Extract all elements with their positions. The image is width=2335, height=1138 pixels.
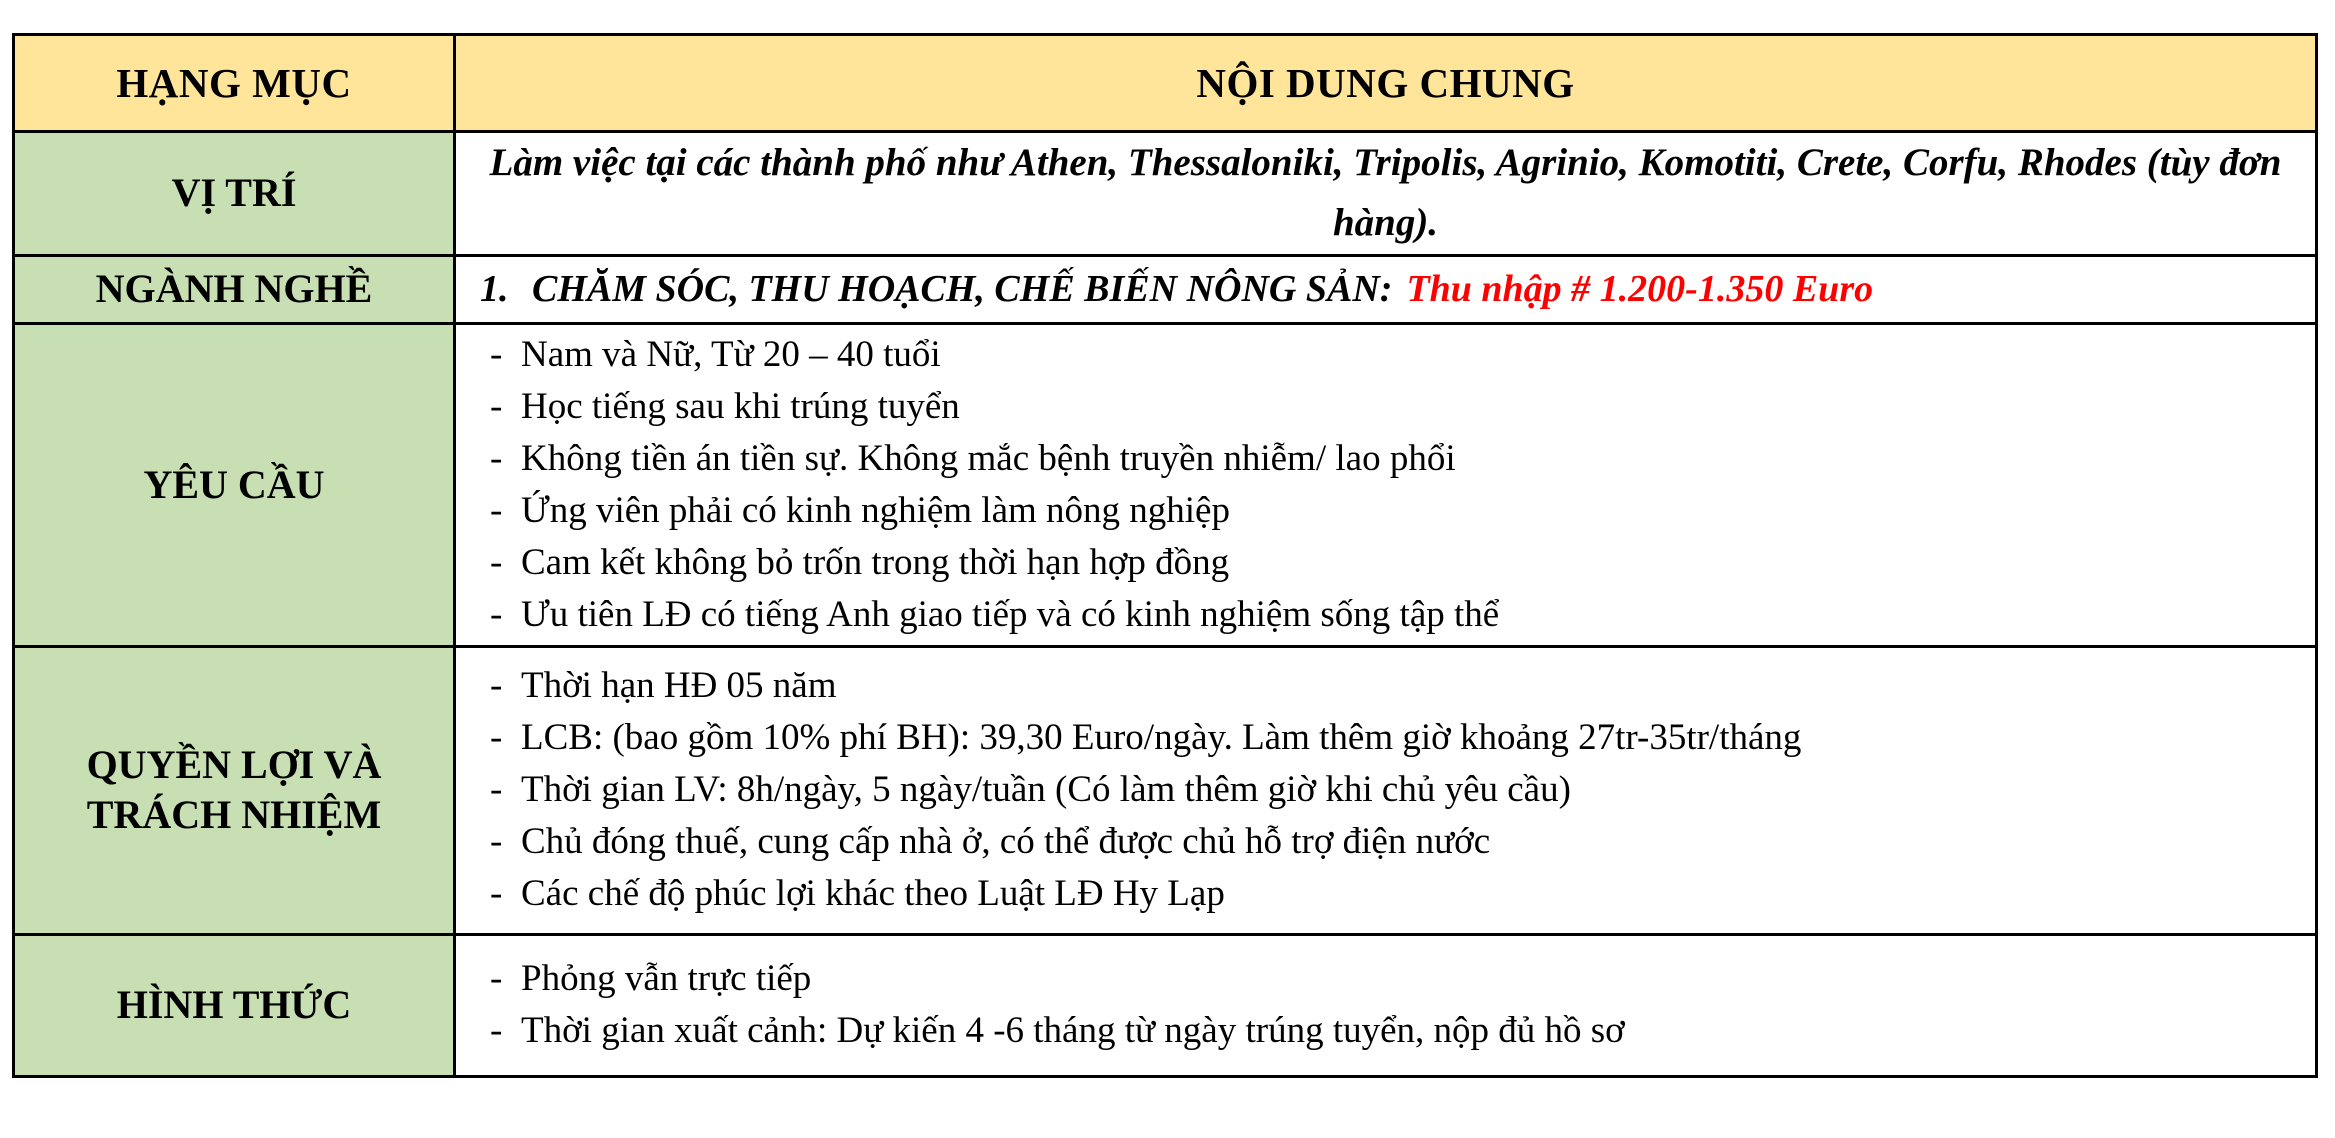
bullet-dash-marker: - bbox=[490, 333, 503, 375]
quyen-loi-bullet-list bbox=[456, 656, 2315, 924]
income-highlight-text: Thu nhập # 1.200-1.350 Euro bbox=[1406, 268, 1874, 311]
bullet-text: Ưu tiên LĐ có tiếng Anh giao tiếp và có kinh nghiệm sống tập thể bbox=[521, 593, 1500, 635]
vi-tri-text: Làm việc tại các thành phố như Athen, Thessaloniki, Tripolis, Agrinio, Komotiti, Crete, Corfu, Rhodes (tùy đơn hàng). bbox=[489, 141, 2282, 245]
row-yeu-cau bbox=[14, 323, 2317, 646]
bullet-item bbox=[490, 816, 2299, 868]
bullet-dash-marker: - bbox=[490, 385, 503, 427]
bullet-item bbox=[490, 329, 2299, 381]
cell-vi-tri-content bbox=[455, 132, 2317, 256]
bullet-item bbox=[490, 712, 2299, 764]
header-category: HẠNG MỤC bbox=[14, 35, 455, 132]
bullet-dash-marker: - bbox=[490, 821, 503, 863]
job-info-table bbox=[12, 33, 2318, 1078]
label-quyen-loi: QUYỀN LỢI VÀ TRÁCH NHIỆM bbox=[14, 646, 455, 934]
bullet-item bbox=[490, 660, 2299, 712]
label-hinh-thuc: HÌNH THỨC bbox=[14, 934, 455, 1076]
bullet-item bbox=[490, 485, 2299, 537]
row-nganh-nghe bbox=[14, 255, 2317, 323]
bullet-dash-marker: - bbox=[490, 717, 503, 759]
row-hinh-thuc bbox=[14, 934, 2317, 1076]
bullet-item bbox=[490, 953, 2299, 1005]
bullet-item bbox=[490, 868, 2299, 920]
bullet-text: Nam và Nữ, Từ 20 – 40 tuổi bbox=[521, 333, 941, 375]
bullet-text: Chủ đóng thuế, cung cấp nhà ở, có thể được chủ hỗ trợ điện nước bbox=[521, 821, 1491, 863]
bullet-text: Thời gian xuất cảnh: Dự kiến 4 -6 tháng từ ngày trúng tuyển, nộp đủ hồ sơ bbox=[521, 1010, 1625, 1052]
bullet-dash-marker: - bbox=[490, 873, 503, 915]
list-number: 1. bbox=[480, 268, 509, 311]
bullet-item bbox=[490, 764, 2299, 816]
hinh-thuc-bullet-list bbox=[456, 949, 2315, 1061]
bullet-text: Không tiền án tiền sự. Không mắc bệnh truyền nhiễm/ lao phổi bbox=[521, 437, 1456, 479]
bullet-dash-marker: - bbox=[490, 437, 503, 479]
bullet-text: Các chế độ phúc lợi khác theo Luật LĐ Hy Lạp bbox=[521, 873, 1225, 915]
header-general-content: NỘI DUNG CHUNG bbox=[455, 35, 2317, 132]
bullet-dash-marker: - bbox=[490, 958, 503, 1000]
bullet-text: Học tiếng sau khi trúng tuyển bbox=[521, 385, 960, 427]
cell-hinh-thuc-content bbox=[455, 934, 2317, 1076]
bullet-text: Cam kết không bỏ trốn trong thời hạn hợp đồng bbox=[521, 541, 1230, 583]
bullet-dash-marker: - bbox=[490, 769, 503, 811]
label-nganh-nghe: NGÀNH NGHỀ bbox=[14, 255, 455, 323]
cell-nganh-nghe-content bbox=[455, 255, 2317, 323]
bullet-text: Ứng viên phải có kinh nghiệm làm nông nghiệp bbox=[521, 489, 1230, 531]
cell-quyen-loi-content bbox=[455, 646, 2317, 934]
nganh-nghe-line bbox=[456, 267, 2315, 311]
bullet-text: Phỏng vẫn trực tiếp bbox=[521, 958, 812, 1000]
bullet-item bbox=[490, 381, 2299, 433]
bullet-text: Thời hạn HĐ 05 năm bbox=[521, 665, 837, 707]
row-quyen-loi bbox=[14, 646, 2317, 934]
yeu-cau-bullet-list bbox=[456, 325, 2315, 645]
job-title-text: CHĂM SÓC, THU HOẠCH, CHẾ BIẾN NÔNG SẢN: bbox=[532, 268, 1393, 311]
bullet-dash-marker: - bbox=[490, 593, 503, 635]
bullet-dash-marker: - bbox=[490, 665, 503, 707]
bullet-item bbox=[490, 1005, 2299, 1057]
row-vi-tri bbox=[14, 132, 2317, 256]
bullet-dash-marker: - bbox=[490, 489, 503, 531]
bullet-dash-marker: - bbox=[490, 1010, 503, 1052]
label-vi-tri: VỊ TRÍ bbox=[14, 132, 455, 256]
bullet-item bbox=[490, 537, 2299, 589]
table-header-row bbox=[14, 35, 2317, 132]
bullet-text: Thời gian LV: 8h/ngày, 5 ngày/tuần (Có làm thêm giờ khi chủ yêu cầu) bbox=[521, 769, 1571, 811]
bullet-item bbox=[490, 433, 2299, 485]
label-yeu-cau: YÊU CẦU bbox=[14, 323, 455, 646]
bullet-item bbox=[490, 589, 2299, 641]
bullet-dash-marker: - bbox=[490, 541, 503, 583]
cell-yeu-cau-content bbox=[455, 323, 2317, 646]
bullet-text: LCB: (bao gồm 10% phí BH): 39,30 Euro/ngày. Làm thêm giờ khoảng 27tr-35tr/tháng bbox=[521, 717, 1802, 759]
